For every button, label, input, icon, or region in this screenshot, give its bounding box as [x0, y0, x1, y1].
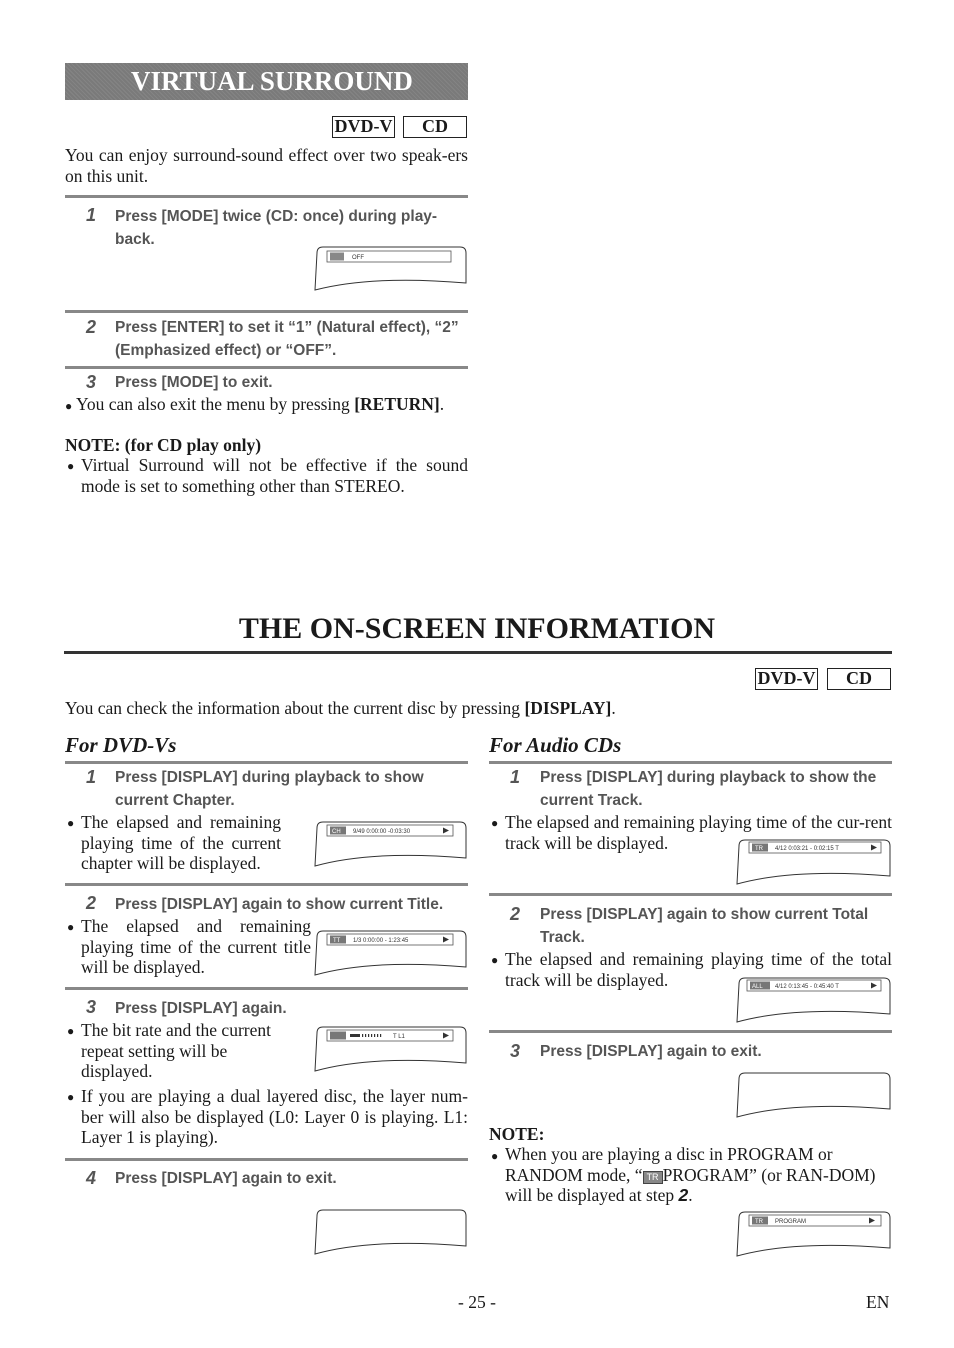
tv-screen-track [735, 838, 892, 888]
bullet-icon: ● [491, 816, 499, 830]
step-text: Press [DISPLAY] again. [115, 1000, 287, 1017]
divider [65, 883, 468, 886]
divider [65, 310, 468, 313]
badge-cd: CD [403, 116, 467, 138]
divider [489, 893, 892, 896]
step-text: Press [DISPLAY] during playback to show the current Track. [540, 769, 877, 809]
bullet-icon: ● [65, 399, 73, 413]
divider [489, 761, 892, 764]
step-bullet: The bit rate and the current repeat setting will be displayed. [81, 1020, 271, 1081]
tv-screen-blank [735, 1071, 892, 1121]
step-bullet: The elapsed and remaining playing time of the total track will be displayed. [505, 949, 892, 990]
bullet-icon: ● [67, 1024, 75, 1038]
bullet-icon: ● [67, 459, 75, 473]
bullet-icon: ● [491, 953, 499, 967]
tv-screen-chapter [313, 820, 468, 870]
page-number: - 25 - [458, 1292, 496, 1312]
layer-bullet: If you are playing a dual layered disc, the layer num-ber will also be displayed (L0: Layer 0 is playing. L1: Layer 1 is playing). [81, 1086, 468, 1147]
step-text: Press [DISPLAY] again to show current Title. [115, 896, 444, 913]
divider [489, 1030, 892, 1033]
virtual-surround-banner [65, 63, 468, 100]
step-number: 4 [86, 1168, 97, 1188]
osd-text: 4/12 0:03:21 - 0:02:15 T [775, 846, 839, 852]
divider [65, 761, 468, 764]
onscreen-intro: You can check the information about the current disc by pressing [DISPLAY]. [65, 698, 616, 718]
title-rule [64, 651, 892, 654]
tv-screen-title [313, 929, 468, 979]
step-number: 3 [86, 997, 97, 1017]
divider [65, 987, 468, 990]
note-title: NOTE: (for CD play only) [65, 435, 262, 455]
osd-text: 9/49 0:00:00 -0:03:30 [353, 829, 411, 835]
step-text: Press [MODE] to exit. [115, 374, 273, 391]
step-number: 2 [86, 893, 97, 913]
return-bullet: ● You can also exit the menu by pressing [RETURN]. [65, 394, 445, 414]
tv-screen-total-track [735, 976, 892, 1026]
chapter-icon: CH [332, 829, 341, 835]
bullet-icon: ● [491, 1149, 499, 1163]
divider [65, 366, 468, 369]
step-number: 1 [86, 205, 97, 225]
osd-text: PROGRAM [775, 1219, 807, 1225]
step-text: Press [DISPLAY] again to exit. [540, 1043, 762, 1060]
language-code: EN [866, 1292, 890, 1312]
onscreen-title: THE ON-SCREEN INFORMATION [238, 612, 716, 645]
divider [65, 1158, 468, 1161]
step-number: 1 [86, 767, 97, 787]
step-number: 1 [510, 767, 521, 787]
bullet-icon: ● [67, 816, 75, 830]
step-number: 3 [86, 372, 97, 392]
badge-dvd-v: DVD-V [332, 116, 395, 138]
step-number: 3 [510, 1041, 521, 1061]
step-text: Press [DISPLAY] again to exit. [115, 1170, 337, 1187]
badge-dvd-v: DVD-V [755, 668, 818, 690]
step-number: 2 [86, 317, 97, 337]
tv-screen-bitrate [313, 1025, 468, 1075]
track-icon: TR [643, 1171, 663, 1184]
virtual-surround-intro: You can enjoy surround-sound effect over two speak-ers on this unit. [65, 145, 468, 186]
cd-note-title: NOTE: [489, 1124, 545, 1144]
dvd-heading: For DVD-Vs [65, 733, 177, 757]
bullet-icon: ● [67, 1090, 75, 1104]
bullet-icon: ● [67, 920, 75, 934]
badge-cd: CD [827, 668, 891, 690]
osd-text: 1/3 0:00:00 - 1:23:45 [353, 938, 409, 944]
track-icon: TR [755, 846, 763, 852]
virtual-surround-title: VIRTUAL SURROUND [131, 66, 413, 96]
all-icon: ALL [752, 984, 763, 990]
cd-note-text: When you are playing a disc in PROGRAM or RANDOM mode, “ TR PROGRAM” (or RAN-DOM) will be displayed at step 2. [505, 1144, 876, 1205]
osd-text: 4/12 0:13:45 - 0:45:40 T [775, 984, 839, 990]
osd-text: T L1 [393, 1034, 405, 1040]
step-text: Press [MODE] twice (CD: once) during play-back. [115, 208, 438, 248]
tv-screen-surround [313, 245, 468, 295]
step-bullet: The elapsed and remaining playing time of the current chapter will be displayed. [81, 812, 281, 873]
cd-heading: For Audio CDs [489, 733, 622, 757]
note-text: Virtual Surround will not be effective if the sound mode is set to something other than STEREO. [81, 455, 468, 496]
step-text: Press [DISPLAY] again to show current Total Track. [540, 906, 869, 946]
track-icon: TR [755, 1219, 763, 1225]
step-bullet: The elapsed and remaining playing time of the current title will be displayed. [81, 916, 311, 977]
divider [65, 195, 468, 198]
title-icon: TT [333, 938, 341, 944]
step-text: Press [ENTER] to set it “1” (Natural effect), “2” (Emphasized effect) or “OFF”. [115, 319, 459, 359]
step-bullet: The elapsed and remaining playing time of the cur-rent track will be displayed. [505, 812, 892, 853]
step-number: 2 [510, 904, 521, 924]
step-text: Press [DISPLAY] during playback to show current Chapter. [115, 769, 424, 809]
tv-screen-program [735, 1210, 892, 1260]
osd-text: OFF [352, 255, 364, 261]
tv-screen-blank [313, 1208, 468, 1258]
